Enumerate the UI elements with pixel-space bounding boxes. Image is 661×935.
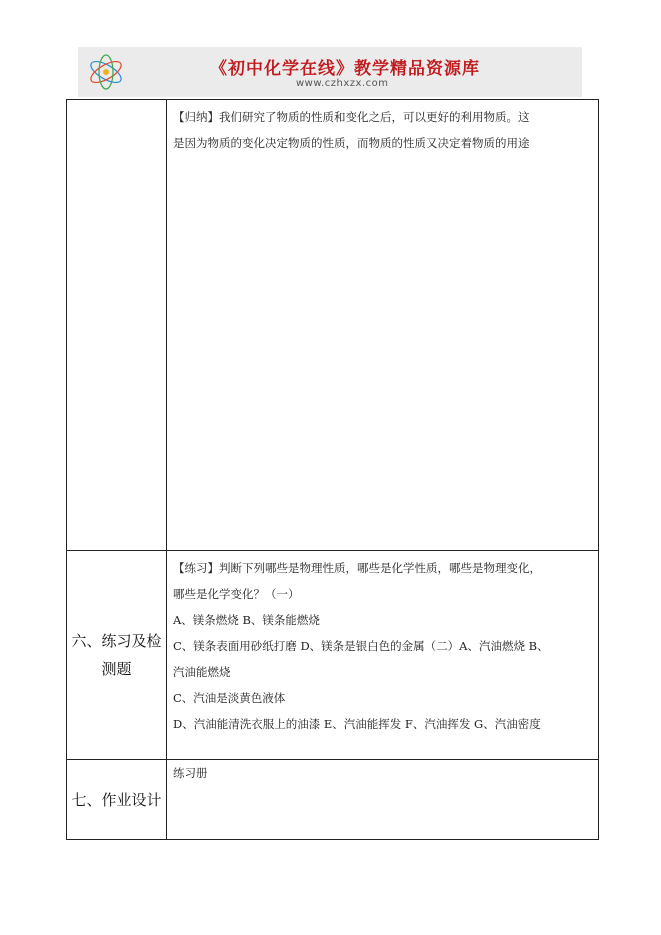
text-line: 练习册	[173, 766, 208, 780]
section-label: 测题	[101, 660, 132, 678]
row-label-cell	[67, 551, 167, 760]
section-label: 七、作业设计	[71, 790, 162, 809]
text-line: 【归纳】我们研究了物质的性质和变化之后，可以更好的利用物质。这	[173, 110, 530, 124]
text-line: D、汽油能清洗衣服上的油漆 E、汽油能挥发 F、汽油挥发 G、汽油密度	[173, 717, 541, 731]
text-line: 是因为物质的变化决定物质的性质，而物质的性质又决定着物质的用途	[173, 136, 530, 150]
banner-title: 《初中化学在线》教学精品资源库	[210, 59, 480, 79]
text-line: 哪些是化学变化？（一）	[173, 587, 300, 601]
table-row	[67, 551, 599, 760]
text-line: C、汽油是淡黄色液体	[173, 691, 286, 705]
row-label-cell	[67, 760, 167, 840]
section-label: 六、练习及检	[71, 632, 162, 650]
homework-cell	[167, 760, 599, 840]
text-line: 【练习】判断下列哪些是物理性质，哪些是化学性质，哪些是物理变化，	[173, 561, 541, 575]
table-row	[67, 760, 599, 840]
exercise-cell	[167, 551, 599, 760]
banner-url: www.czhxzx.com	[296, 78, 389, 89]
row-label-cell	[67, 100, 167, 551]
text-line: A、镁条燃烧 B、镁条能燃烧	[173, 613, 320, 627]
table-row	[67, 100, 599, 551]
summary-cell	[167, 100, 599, 551]
molecule-logo-icon	[84, 51, 128, 93]
lesson-plan-table	[66, 99, 599, 840]
text-line: C、镁条表面用砂纸打磨 D、镁条是银白色的金属（二）A、汽油燃烧 B、	[173, 639, 549, 653]
header-banner	[78, 47, 582, 97]
text-line: 汽油能燃烧	[173, 665, 231, 679]
